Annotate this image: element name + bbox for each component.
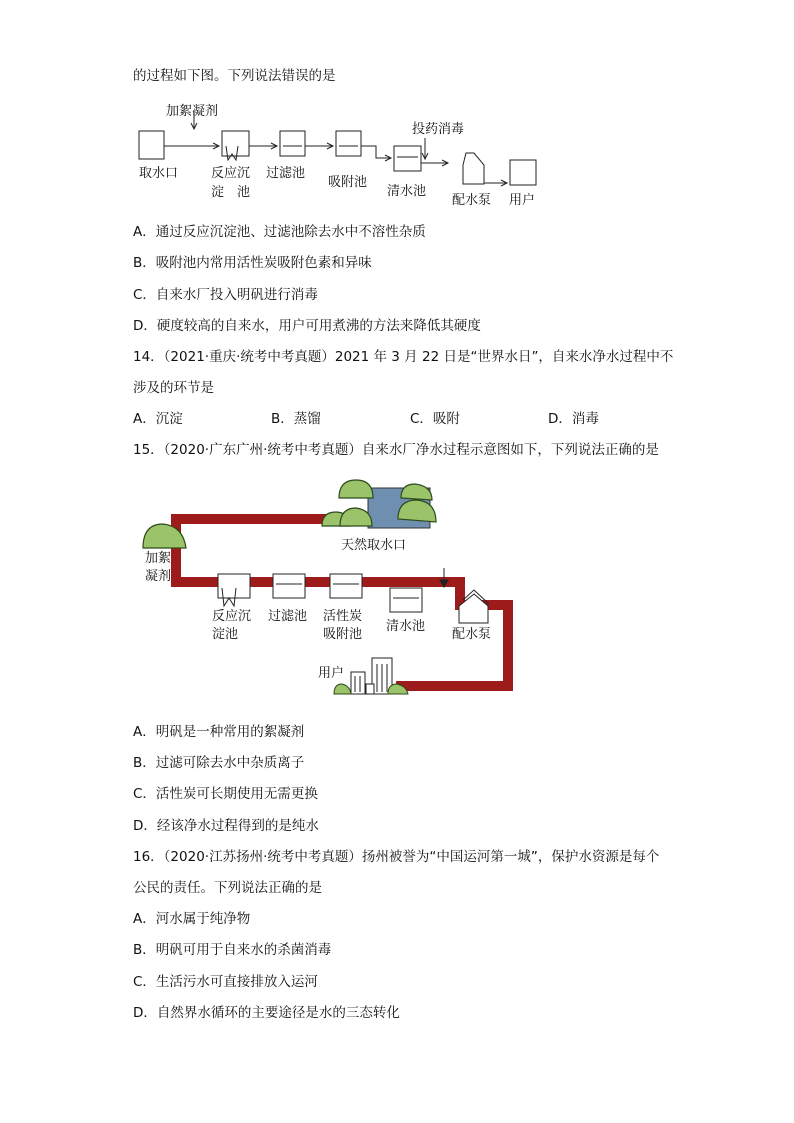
q16-stem-line1: 16．（2020·江苏扬州·统考中考真题）扬州被誉为“中国运河第一城”，保护水资源是每个: [133, 849, 660, 865]
q14-option-a: A．沉淀: [133, 411, 183, 427]
q16-option-b: B．明矾可用于自来水的杀菌消毒: [133, 942, 332, 958]
label-filter2: 过滤池: [268, 609, 308, 624]
label-source: 天然取水口: [341, 538, 407, 553]
label-filter: 过滤池: [266, 166, 306, 181]
q13-option-c: C．自来水厂投入明矾进行消毒: [133, 287, 318, 303]
question-intro: 的过程如下图。下列说法错误的是: [133, 68, 336, 84]
source-water: [368, 488, 430, 528]
q15-option-c: C．活性炭可长期使用无需更换: [133, 786, 318, 802]
label-adsorb: 吸附池: [328, 175, 368, 190]
q14-option-b: B．蒸馏: [271, 411, 321, 427]
q14-option-d: D．消毒: [548, 411, 599, 427]
label-sediment2-a: 反应沉: [212, 609, 252, 624]
user-buildings: [351, 658, 392, 694]
sediment-tank-2: [218, 574, 250, 598]
filter-tank-2: [273, 574, 305, 598]
q15-option-b: B．过滤可除去水中杂质离子: [133, 755, 305, 771]
q16-stem-line2: 公民的责任。下列说法正确的是: [133, 880, 322, 896]
adsorb-tank: [336, 131, 361, 156]
q16-option-d: D．自然界水循环的主要途径是水的三态转化: [133, 1005, 400, 1021]
label-user: 用户: [509, 193, 536, 208]
label-clear: 清水池: [387, 184, 427, 199]
q14-stem-line1: 14．（2021·重庆·统考中考真题）2021 年 3 月 22 日是“世界水日”，自来水净水过程中不: [133, 349, 674, 365]
q13-option-d: D．硬度较高的自来水，用户可用煮沸的方法来降低其硬度: [133, 318, 481, 334]
label-sediment-b: 淀 池: [211, 185, 251, 200]
q15-option-a: A．明矾是一种常用的絮凝剂: [133, 724, 305, 740]
label-carbon-b: 吸附池: [323, 627, 363, 642]
sediment-flocs: [226, 146, 238, 160]
user-box: [510, 160, 536, 185]
label-disinfect: 投药消毒: [412, 122, 465, 137]
q13-option-b: B．吸附池内常用活性炭吸附色素和异味: [133, 255, 372, 271]
sediment-tank: [222, 131, 249, 156]
filter-tank: [280, 131, 305, 156]
q16-option-a: A．河水属于纯净物: [133, 911, 251, 927]
q14-option-c: C．吸附: [410, 411, 460, 427]
clear-tank: [394, 146, 421, 171]
label-intake: 取水口: [139, 166, 179, 181]
label-pump: 配水泵: [452, 193, 492, 208]
pump-house: [463, 153, 484, 184]
intake-box: [139, 131, 164, 159]
q16-option-c: C．生活污水可直接排放入运河: [133, 974, 318, 990]
label-pump2: 配水泵: [452, 627, 492, 642]
clear-tank-2: [390, 588, 422, 612]
q15-option-d: D．经该净水过程得到的是纯水: [133, 818, 319, 834]
label-coagulant-b: 凝剂: [145, 569, 172, 584]
label-sediment-a: 反应沉: [211, 166, 251, 181]
label-clear2: 清水池: [386, 619, 426, 634]
label-coagulant: 加絮凝剂: [166, 104, 219, 119]
q14-stem-line2: 涉及的环节是: [133, 380, 214, 396]
carbon-tank-2: [330, 574, 362, 598]
label-carbon-a: 活性炭: [323, 609, 363, 624]
label-user2: 用户: [318, 666, 345, 681]
q13-option-a: A．通过反应沉淀池、过滤池除去水中不溶性杂质: [133, 224, 426, 240]
label-sediment2-b: 淀池: [212, 627, 239, 642]
pump-house-2: [459, 594, 488, 623]
q15-stem: 15．（2020·广东广州·统考中考真题）自来水厂净水过程示意图如下，下列说法正确的是: [133, 442, 659, 458]
label-coagulant-a: 加絮: [145, 551, 172, 566]
